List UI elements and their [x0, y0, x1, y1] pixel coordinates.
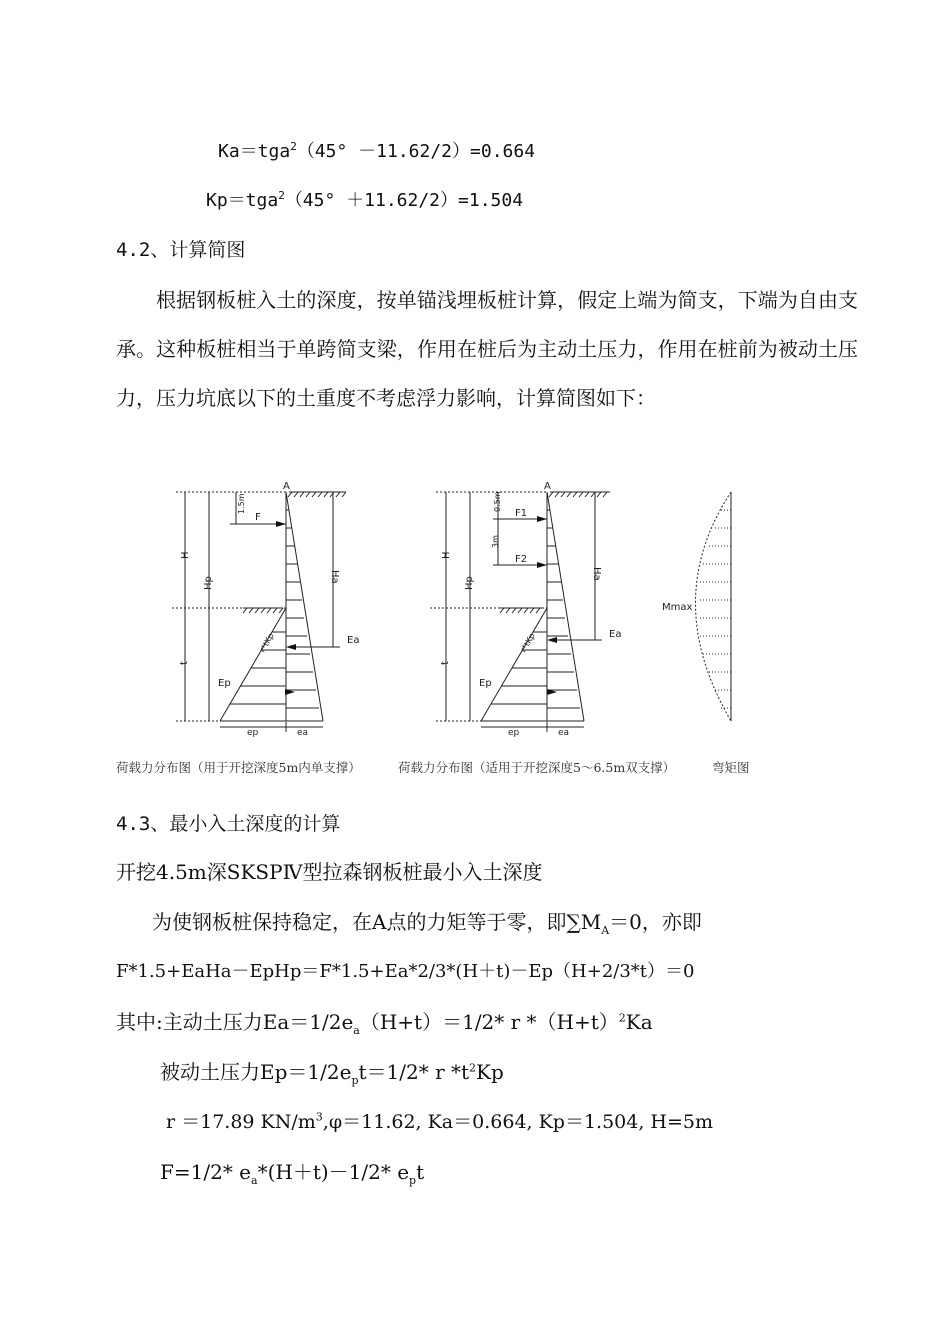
caption-left: 荷载力分布图（用于开挖深度5m内单支撑） — [116, 760, 361, 775]
moment-diagram — [696, 492, 732, 721]
parameters-line: r ＝17.89 $KN/m^3,\varphi=11.62$, Ka＝0.664, Kp＝1.504, H=5m — [166, 1110, 714, 1133]
left-load-diagram — [172, 492, 346, 732]
middle-force-ea: Ea — [609, 629, 622, 640]
section-4-2-heading: 4.2、计算简图 — [116, 239, 246, 261]
left-dim-top: 1.5m — [237, 493, 246, 514]
left-bottom-ea: ea — [297, 728, 309, 738]
middle-dim-hp: Hp — [464, 576, 475, 590]
middle-bottom-ea: ea — [558, 728, 570, 738]
moment-equation: F*1.5+EaHa－EpHp＝F*1.5+Ea*2/3*(H＋t)－Ep（H+2/3*t）＝0 — [116, 961, 695, 982]
section-4-3-subheading: 开挖4.5m深SKSPⅣ型拉森钢板桩最小入土深度 — [116, 860, 543, 884]
formula-kp: Kp＝tga$^2$（45° ＋11.62/2）=1.504 — [206, 189, 524, 211]
middle-dim-top: 0.5m — [493, 491, 502, 512]
left-dim-t: t — [179, 661, 190, 665]
middle-load-diagram — [430, 492, 610, 732]
middle-force-f2: F2 — [515, 554, 528, 565]
middle-bottom-ep: ep — [508, 728, 520, 738]
ea-definition: 其中:主动土压力$Ea=1/2e_a(H+t)=1/2*$ r $*(H+t)^2Ka$ — [116, 1010, 653, 1037]
middle-label-a: A — [544, 481, 551, 492]
formula-ka: Ka＝tga$^2$（45° －11.62/2）=0.664 — [218, 140, 536, 162]
middle-dim-ha: Ha — [591, 567, 602, 581]
middle-force-ep: Ep — [479, 678, 492, 689]
left-force-f: F — [255, 512, 261, 523]
section-4-2-paragraph: 根据钢板桩入土的深度，按单锚浅埋板桩计算，假定上端为简支，下端为自由支承。这种板桩相当于单跨简支梁，作用在桩后为主动土压力，作用在桩前为被动土压力，压力坑底以下的土重度不考虑浮力影响，计算简图如下： — [116, 288, 858, 410]
arrow-f — [276, 521, 286, 527]
caption-right: 弯矩图 — [712, 760, 750, 775]
middle-dim-h: H — [441, 551, 452, 559]
middle-dim-mid: 3m — [491, 535, 500, 548]
f-equation: F=1/2* $e_a*(H+t)-1/2*$ $e_pt$ — [160, 1160, 425, 1187]
middle-force-f1: F1 — [515, 508, 528, 519]
left-label-a: A — [283, 481, 290, 492]
left-dim-hp: Hp — [203, 576, 214, 590]
middle-r-kp: r*tKp — [518, 631, 537, 655]
moment-label-mmax: Mmax — [662, 602, 693, 613]
left-r-kp: r*tKp — [257, 631, 276, 655]
stability-condition: 为使钢板桩保持稳定，在A点的力矩等于零，即$\sum M_A=0$，亦即 — [152, 910, 702, 937]
left-dim-h: H — [180, 551, 191, 559]
section-4-3-heading: 4.3、最小入土深度的计算 — [116, 813, 341, 835]
caption-middle: 荷载力分布图（适用于开挖深度5～6.5m双支撑） — [398, 760, 676, 775]
left-dim-ha: Ha — [329, 570, 340, 584]
left-bottom-ep: ep — [247, 728, 259, 738]
left-force-ep: Ep — [218, 678, 231, 689]
middle-dim-t: t — [440, 661, 451, 665]
left-force-ea: Ea — [347, 635, 360, 646]
ep-definition: 被动土压力$Ep=1/2e_pt=1/2*$ r $*t^2Kp$ — [160, 1060, 504, 1087]
